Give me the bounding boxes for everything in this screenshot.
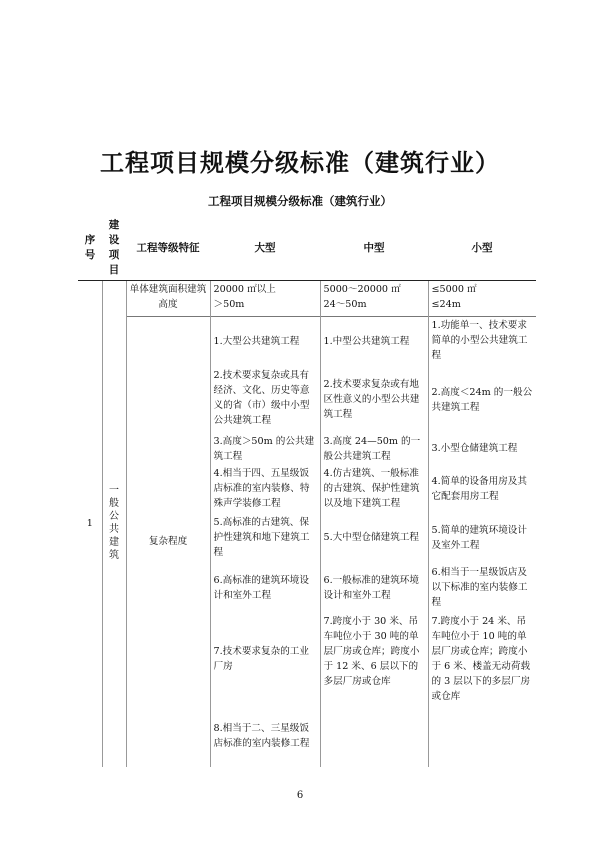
- small-item-7: 7.跨度小于 24 米、吊车吨位小于 10 吨的单层厂房或仓库；跨度小于 6 米、楼盖无动荷载的 3 层以下的多层厂房或仓库: [428, 613, 536, 705]
- medium-item-2: 2.技术要求复杂或有地区性意义的小型公共建筑工程: [320, 367, 428, 433]
- medium-item-7: 7.跨度小于 30 米、吊车吨位小于 30 吨的单层厂房或仓库；跨度小于 12 米、6 层以下的多层厂房或仓库: [320, 613, 428, 705]
- large-item-7: 7.技术要求复杂的工业厂房: [210, 613, 320, 705]
- large-item-1: 1.大型公共建筑工程: [210, 317, 320, 367]
- large-item-8: 8.相当于二、三星级饭店标准的室内装修工程: [210, 705, 320, 767]
- page-title: 工程项目规模分级标准（建筑行业）: [100, 148, 500, 177]
- small-area-height: ≤5000 ㎡ ≤24m: [428, 281, 536, 317]
- large-item-5: 5.高标准的古建筑、保护性建筑和地下建筑工程: [210, 513, 320, 563]
- table-row: [78, 281, 536, 317]
- page-number: 6: [296, 790, 304, 801]
- large-item-3: 3.高度＞50m 的公共建筑工程: [210, 433, 320, 465]
- small-item-1: 1.功能单一、技术要求简单的小型公共建筑工程: [428, 317, 536, 367]
- project-cell: [102, 281, 126, 767]
- seq-cell: 1: [86, 518, 93, 530]
- small-item-5: 5.简单的建筑环境设计及室外工程: [428, 513, 536, 563]
- medium-item-4: 4.仿古建筑、一般标准的古建筑、保护性建筑以及地下建筑工程: [320, 465, 428, 513]
- project-label: 一般公共建筑: [109, 485, 119, 562]
- complexity-cell: 复杂程度: [126, 317, 210, 767]
- small-item-6: 6.相当于一星级饭店及以下标准的室内装修工程: [428, 563, 536, 613]
- medium-item-6: 6.一般标准的建筑环境设计和室外工程: [320, 563, 428, 613]
- small-item-8: [428, 705, 536, 767]
- header-large: 大型: [210, 214, 320, 281]
- header-feature: 工程等级特征: [126, 214, 210, 281]
- medium-area-height: 5000～20000 ㎡ 24～50m: [320, 281, 428, 317]
- table-title: 工程项目规模分级标准（建筑行业）: [208, 194, 392, 208]
- small-item-3: 3.小型仓储建筑工程: [428, 433, 536, 465]
- small-item-4: 4.简单的设备用房及其它配套用房工程: [428, 465, 536, 513]
- large-item-4: 4.相当于四、五星级饭店标准的室内装修、特殊声学装修工程: [210, 465, 320, 513]
- large-item-2: 2.技术要求复杂或具有经济、文化、历史等意义的省（市）级中小型公共建筑工程: [210, 367, 320, 433]
- small-item-2: 2.高度＜24m 的一般公共建筑工程: [428, 367, 536, 433]
- header-project: 建设项目: [102, 214, 126, 281]
- large-item-6: 6.高标准的建筑环境设计和室外工程: [210, 563, 320, 613]
- medium-item-8: [320, 705, 428, 767]
- medium-item-5: 5.大中型仓储建筑工程: [320, 513, 428, 563]
- header-seq: 序号: [78, 214, 102, 281]
- table-row: [78, 317, 536, 367]
- feature-area-height: 单体建筑面积建筑高度: [126, 281, 210, 317]
- medium-item-3: 3.高度 24—50m 的一般公共建筑工程: [320, 433, 428, 465]
- table-header-row: [78, 214, 536, 281]
- large-area-height: 20000 ㎡以上 ＞50m: [210, 281, 320, 317]
- header-small: 小型: [428, 214, 536, 281]
- header-medium: 中型: [320, 214, 428, 281]
- scale-standard-table: [78, 214, 536, 767]
- medium-item-1: 1.中型公共建筑工程: [320, 317, 428, 367]
